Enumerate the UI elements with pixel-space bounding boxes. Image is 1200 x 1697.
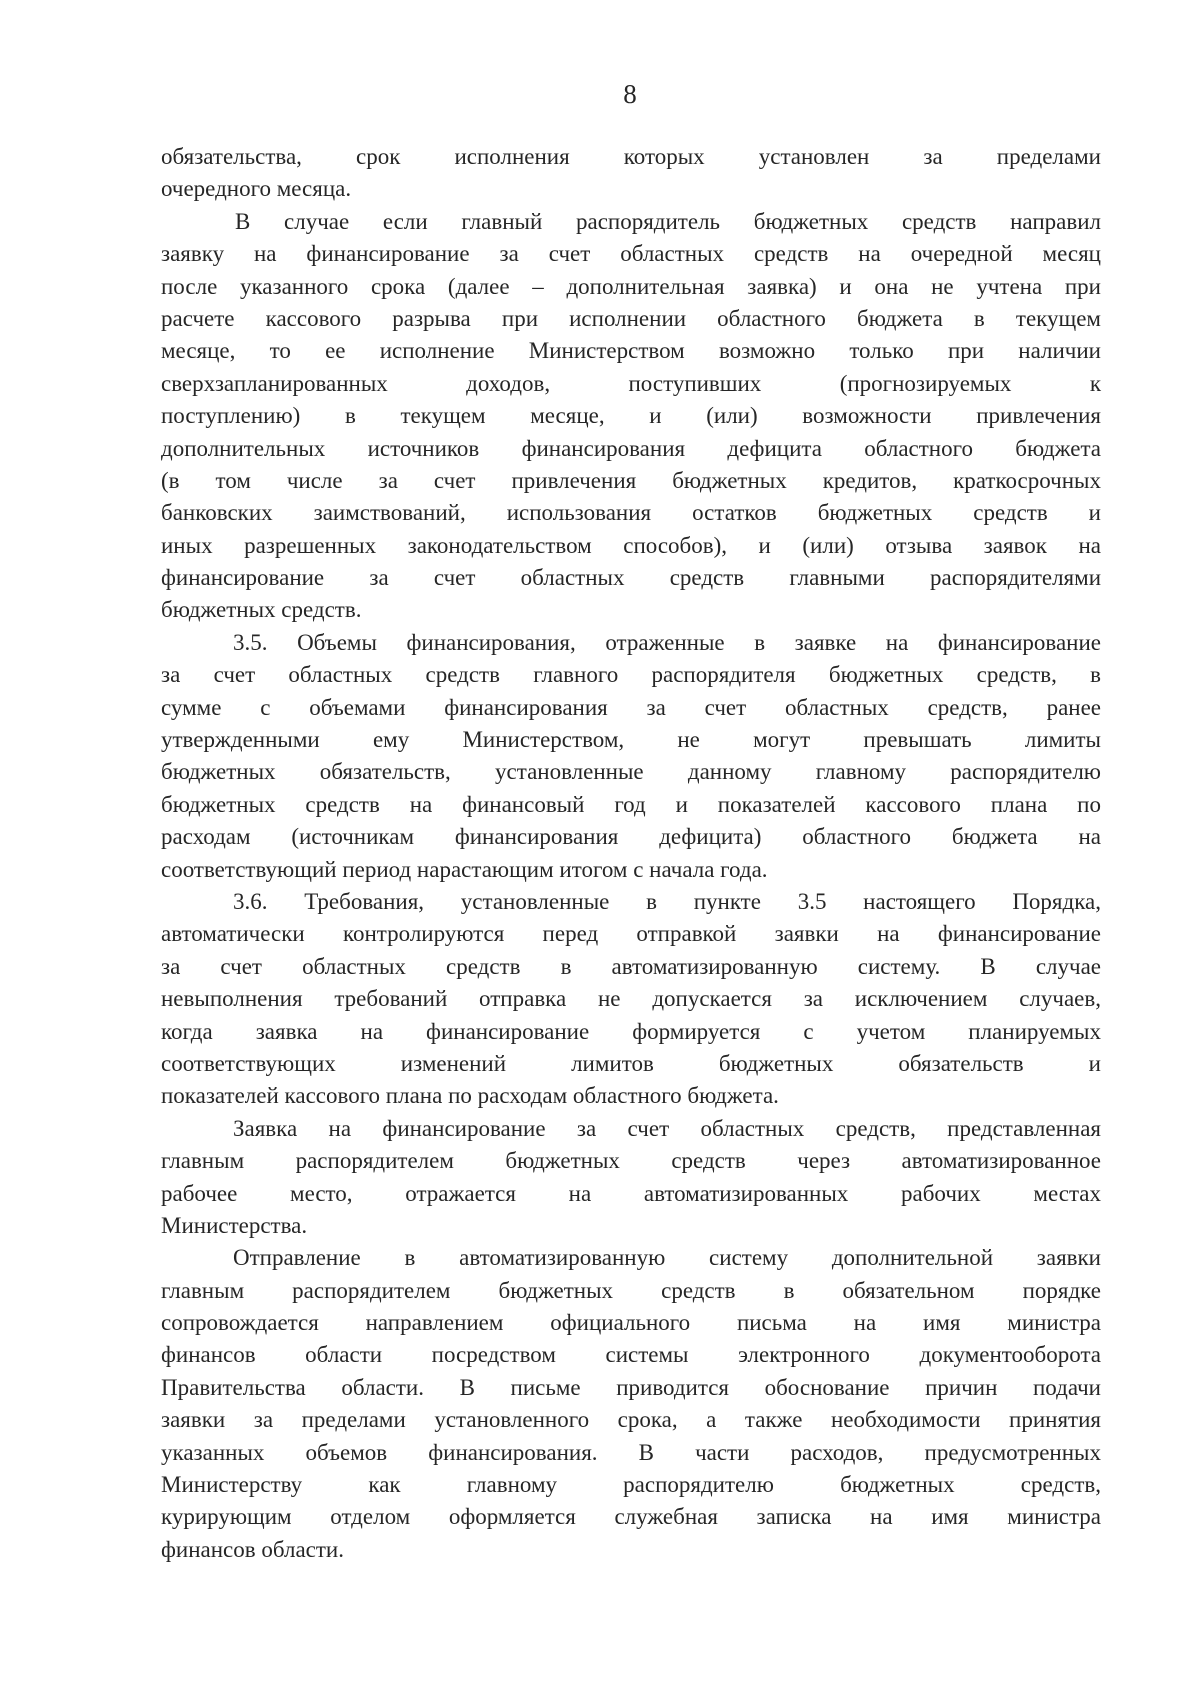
text-line: соответствующих изменений лимитов бюджетных обязательств и xyxy=(161,1050,1101,1076)
text-line: невыполнения требований отправка не допускается за исключением случаев, xyxy=(161,986,1101,1012)
text-line: соответствующий период нарастающим итогом с начала года. xyxy=(161,856,768,882)
text-line: 3.6. Требования, установленные в пункте 3.5 настоящего Порядка, xyxy=(233,888,1101,914)
text-line: расходам (источникам финансирования дефицита) областного бюджета на xyxy=(161,824,1101,850)
paragraph xyxy=(161,206,1101,627)
text-line: Министерства. xyxy=(161,1212,308,1238)
text-line: указанных объемов финансирования. В части расходов, предусмотренных xyxy=(161,1439,1101,1465)
text-line: бюджетных средств. xyxy=(161,597,362,623)
text-line: иных разрешенных законодательством способов), и (или) отзыва заявок на xyxy=(161,532,1101,558)
text-line: главным распорядителем бюджетных средств в обязательном порядке xyxy=(161,1277,1101,1303)
text-line: Правительства области. В письме приводится обоснование причин подачи xyxy=(161,1374,1101,1400)
text-line: за счет областных средств главного распорядителя бюджетных средств, в xyxy=(161,662,1101,688)
page-number xyxy=(0,78,1200,110)
text-line: сопровождается направлением официального письма на имя министра xyxy=(161,1310,1101,1336)
text-line: обязательства, срок исполнения которых установлен за пределами xyxy=(161,144,1101,169)
text-line: месяце, то ее исполнение Министерством возможно только при наличии xyxy=(161,338,1101,364)
text-line: сумме с объемами финансирования за счет областных средств, ранее xyxy=(161,694,1101,720)
text-line: очередного месяца. xyxy=(161,176,352,202)
document-body xyxy=(161,141,1101,1566)
text-line: Отправление в автоматизированную систему дополнительной заявки xyxy=(233,1245,1101,1271)
text-line: автоматически контролируются перед отправкой заявки на финансирование xyxy=(161,921,1101,947)
paragraph xyxy=(161,886,1101,1113)
text-line: бюджетных средств на финансовый год и показателей кассового плана по xyxy=(161,791,1101,817)
paragraph xyxy=(161,627,1101,886)
text-line: сверхзапланированных доходов, поступивших (прогнозируемых к xyxy=(161,370,1101,396)
paragraph xyxy=(161,1242,1101,1566)
text-line: главным распорядителем бюджетных средств через автоматизированное xyxy=(161,1148,1101,1174)
page-number-text: 8 xyxy=(623,79,637,109)
text-line: Заявка на финансирование за счет областных средств, представленная xyxy=(233,1115,1101,1141)
text-line: заявку на финансирование за счет областных средств на очередной месяц xyxy=(161,241,1101,267)
text-line: за счет областных средств в автоматизированную систему. В случае xyxy=(161,953,1101,979)
text-line: после указанного срока (далее – дополнительная заявка) и она не учтена при xyxy=(161,273,1101,299)
text-line: утвержденными ему Министерством, не могут превышать лимиты xyxy=(161,727,1101,753)
paragraph xyxy=(161,1113,1101,1243)
text-line: дополнительных источников финансирования дефицита областного бюджета xyxy=(161,435,1101,461)
text-line: заявки за пределами установленного срока, а также необходимости принятия xyxy=(161,1407,1101,1433)
text-line: бюджетных обязательств, установленные данному главному распорядителю xyxy=(161,759,1101,785)
text-line: когда заявка на финансирование формируется с учетом планируемых xyxy=(161,1018,1101,1044)
text-line: поступлению) в текущем месяце, и (или) возможности привлечения xyxy=(161,403,1101,429)
paragraph xyxy=(161,141,1101,206)
text-line: финансов области. xyxy=(161,1536,344,1562)
text-line: финансов области посредством системы электронного документооборота xyxy=(161,1342,1101,1368)
text-line: курирующим отделом оформляется служебная записка на имя министра xyxy=(161,1504,1101,1530)
text-line: (в том числе за счет привлечения бюджетных кредитов, краткосрочных xyxy=(161,467,1101,493)
text-line: Министерству как главному распорядителю бюджетных средств, xyxy=(161,1472,1101,1498)
text-line: показателей кассового плана по расходам областного бюджета. xyxy=(161,1083,779,1109)
text-line: банковских заимствований, использования остатков бюджетных средств и xyxy=(161,500,1101,526)
text-line: рабочее место, отражается на автоматизированных рабочих местах xyxy=(161,1180,1101,1206)
text-line: финансирование за счет областных средств главными распорядителями xyxy=(161,565,1101,591)
text-line: 3.5. Объемы финансирования, отраженные в заявке на финансирование xyxy=(233,629,1101,655)
text-line: В случае если главный распорядитель бюджетных средств направил xyxy=(235,208,1101,234)
text-line: расчете кассового разрыва при исполнении областного бюджета в текущем xyxy=(161,305,1101,331)
